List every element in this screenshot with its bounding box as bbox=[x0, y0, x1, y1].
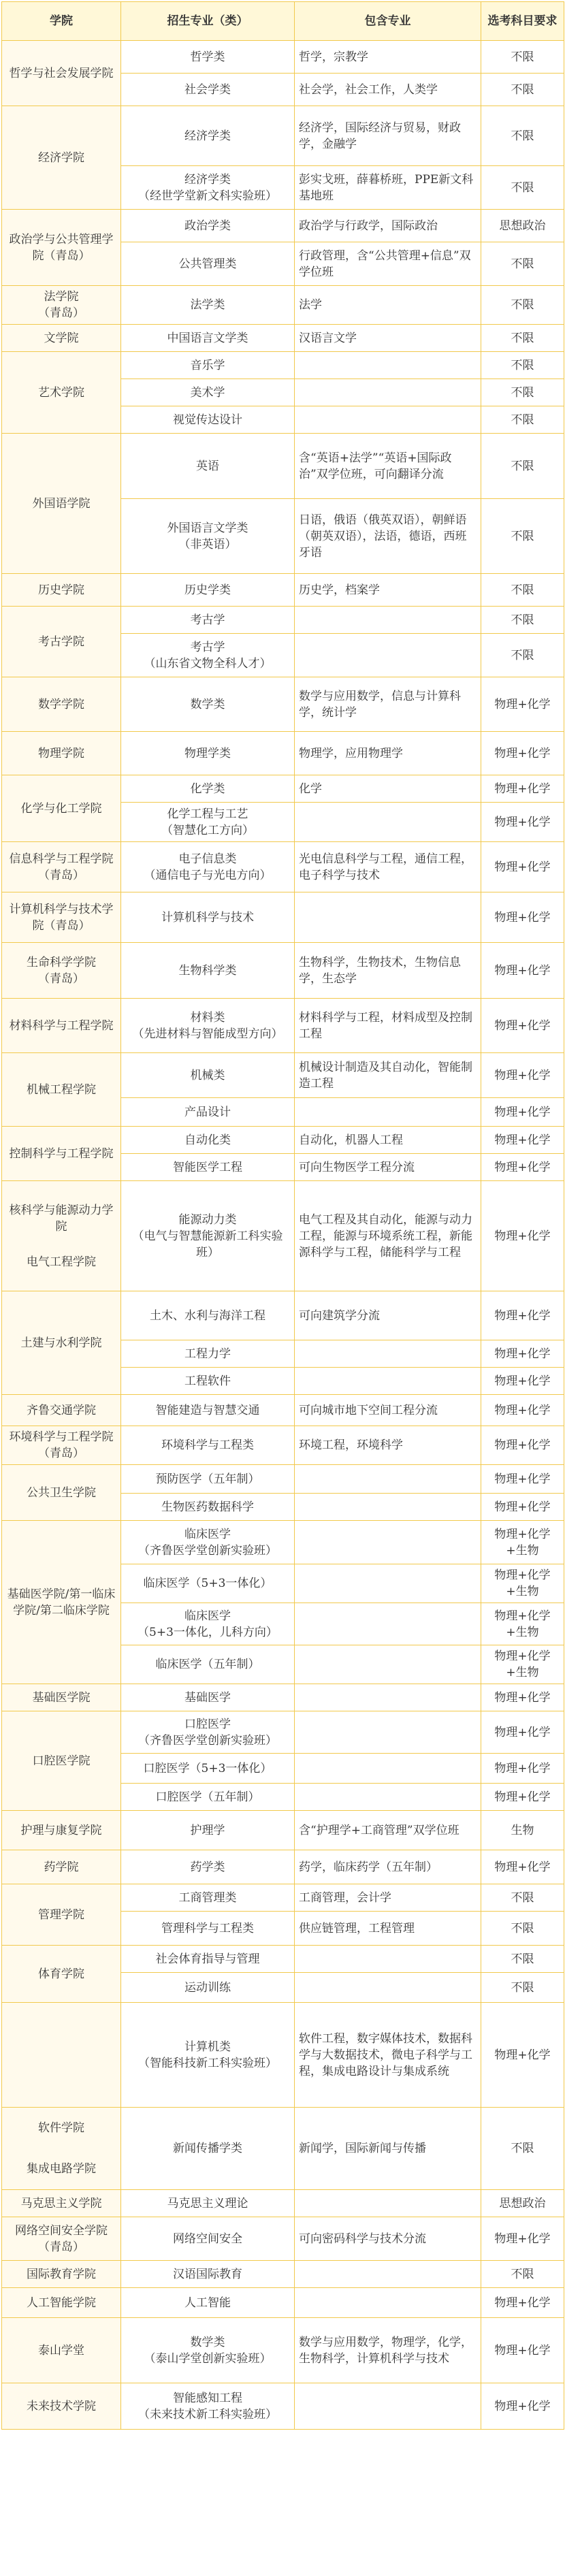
major-category-cell: 工商管理类 bbox=[121, 1884, 295, 1912]
included-majors-cell: 化学 bbox=[295, 775, 481, 803]
included-majors-cell bbox=[295, 1521, 481, 1564]
header-major-category: 招生专业（类） bbox=[121, 2, 295, 41]
school-cell: 材料科学与工程学院 bbox=[2, 999, 121, 1053]
school-cell: 基础医学院 bbox=[2, 1684, 121, 1711]
major-category-cell: 基础医学 bbox=[121, 1684, 295, 1711]
subject-requirement-cell: 物理+化学 bbox=[481, 842, 564, 892]
major-category-cell: 临床医学（5+3一体化） bbox=[121, 1564, 295, 1603]
subject-requirement-cell: 物理+化学 bbox=[481, 943, 564, 999]
subject-requirement-cell: 不限 bbox=[481, 286, 564, 325]
subject-requirement-cell: 物理+化学 bbox=[481, 677, 564, 732]
included-majors-cell: 机械设计制造及其自动化，智能制造工程 bbox=[295, 1053, 481, 1098]
school-cell: 公共卫生学院 bbox=[2, 1465, 121, 1521]
major-category-cell: 网络空间安全 bbox=[121, 2217, 295, 2261]
subject-requirement-cell: 不限 bbox=[481, 574, 564, 607]
included-majors-cell: 药学，临床药学（五年制） bbox=[295, 1850, 481, 1884]
included-majors-cell: 新闻学，国际新闻与传播 bbox=[295, 2108, 481, 2190]
subject-requirement-cell: 不限 bbox=[481, 1912, 564, 1946]
subject-requirement-cell: 物理+化学 bbox=[481, 999, 564, 1053]
table-row bbox=[2, 1181, 564, 1291]
major-category-cell: 人工智能 bbox=[121, 2288, 295, 2318]
included-majors-cell: 物理学，应用物理学 bbox=[295, 732, 481, 775]
school-cell: 法学院 （青岛） bbox=[2, 286, 121, 325]
school-cell: 口腔医学院 bbox=[2, 1711, 121, 1811]
included-majors-cell: 可向生物医学工程分流 bbox=[295, 1154, 481, 1181]
major-category-cell: 考古学 （山东省文物全科人才） bbox=[121, 634, 295, 677]
school-cell: 考古学院 bbox=[2, 607, 121, 677]
included-majors-cell bbox=[295, 1494, 481, 1521]
subject-requirement-cell: 物理+化学 bbox=[481, 732, 564, 775]
subject-requirement-cell: 物理+化学 bbox=[481, 2288, 564, 2318]
school-cell: 护理与康复学院 bbox=[2, 1811, 121, 1850]
included-majors-cell: 历史学，档案学 bbox=[295, 574, 481, 607]
included-majors-cell: 数学与应用数学，物理学，化学，生物科学，计算机科学与技术 bbox=[295, 2318, 481, 2383]
major-category-cell: 社会体育指导与管理 bbox=[121, 1946, 295, 1973]
included-majors-cell: 光电信息科学与工程，通信工程，电子科学与技术 bbox=[295, 842, 481, 892]
subject-requirement-cell: 物理+化学+生物 bbox=[481, 1645, 564, 1684]
included-majors-cell: 哲学，宗教学 bbox=[295, 41, 481, 74]
major-category-cell: 历史学类 bbox=[121, 574, 295, 607]
subject-requirement-cell: 物理+化学 bbox=[481, 1154, 564, 1181]
school-cell: 外国语学院 bbox=[2, 434, 121, 574]
table-row bbox=[2, 943, 564, 999]
school-cell: 政治学与公共管理学院（青岛） bbox=[2, 210, 121, 286]
included-majors-cell bbox=[295, 607, 481, 634]
included-majors-cell bbox=[295, 2288, 481, 2318]
major-category-cell: 考古学 bbox=[121, 607, 295, 634]
subject-requirement-cell: 不限 bbox=[481, 41, 564, 74]
included-majors-cell bbox=[295, 1784, 481, 1811]
major-category-cell: 经济学类 （经世学堂新文科实验班） bbox=[121, 166, 295, 210]
table-row bbox=[2, 732, 564, 775]
table-row bbox=[2, 1884, 564, 1912]
included-majors-cell bbox=[295, 634, 481, 677]
table-row bbox=[2, 325, 564, 352]
subject-requirement-cell: 不限 bbox=[481, 1884, 564, 1912]
table-row bbox=[2, 2190, 564, 2217]
included-majors-cell bbox=[295, 352, 481, 379]
table-row bbox=[2, 1395, 564, 1426]
table-row bbox=[2, 2003, 564, 2108]
school-cell: 网络空间安全学院（青岛） bbox=[2, 2217, 121, 2261]
school-cell: 机械工程学院 bbox=[2, 1053, 121, 1127]
included-majors-cell bbox=[295, 1465, 481, 1494]
table-row bbox=[2, 434, 564, 499]
table-row bbox=[2, 286, 564, 325]
major-category-cell: 产品设计 bbox=[121, 1098, 295, 1127]
subject-requirement-cell: 物理+化学 bbox=[481, 1711, 564, 1754]
table-row bbox=[2, 677, 564, 732]
subject-requirement-cell: 物理+化学 bbox=[481, 1684, 564, 1711]
school-cell: 历史学院 bbox=[2, 574, 121, 607]
school-cell: 化学与化工学院 bbox=[2, 775, 121, 842]
included-majors-cell: 环境工程，环境科学 bbox=[295, 1426, 481, 1465]
table-row bbox=[2, 1850, 564, 1884]
major-category-cell: 社会学类 bbox=[121, 74, 295, 106]
major-category-cell: 机械类 bbox=[121, 1053, 295, 1098]
subject-requirement-cell: 不限 bbox=[481, 2108, 564, 2190]
included-majors-cell: 生物科学，生物技术，生物信息学，生态学 bbox=[295, 943, 481, 999]
major-category-cell: 临床医学 （齐鲁医学堂创新实验班） bbox=[121, 1521, 295, 1564]
subject-requirement-cell: 物理+化学 bbox=[481, 2217, 564, 2261]
major-category-cell: 汉语国际教育 bbox=[121, 2261, 295, 2288]
included-majors-cell: 日语，俄语（俄英双语），朝鲜语（朝英双语），法语，德语，西班牙语 bbox=[295, 499, 481, 574]
major-category-cell: 物理学类 bbox=[121, 732, 295, 775]
table-row bbox=[2, 2383, 564, 2430]
major-category-cell: 美术学 bbox=[121, 379, 295, 406]
subject-requirement-cell: 不限 bbox=[481, 106, 564, 166]
major-category-cell: 口腔医学（5+3一体化） bbox=[121, 1754, 295, 1784]
major-category-cell: 口腔医学 （齐鲁医学堂创新实验班） bbox=[121, 1711, 295, 1754]
subject-requirement-cell: 物理+化学+生物 bbox=[481, 1564, 564, 1603]
major-category-cell: 药学类 bbox=[121, 1850, 295, 1884]
subject-requirement-cell: 不限 bbox=[481, 1973, 564, 2003]
major-category-cell: 计算机类 （智能科技新工科实验班） bbox=[121, 2003, 295, 2108]
subject-requirement-cell: 不限 bbox=[481, 607, 564, 634]
school-cell: 国际教育学院 bbox=[2, 2261, 121, 2288]
school-cell: 哲学与社会发展学院 bbox=[2, 41, 121, 106]
major-category-cell: 数学类 （泰山学堂创新实验班） bbox=[121, 2318, 295, 2383]
school-cell: 未来技术学院 bbox=[2, 2383, 121, 2430]
subject-requirement-cell: 物理+化学 bbox=[481, 2003, 564, 2108]
major-category-cell: 临床医学（五年制） bbox=[121, 1645, 295, 1684]
major-category-cell: 智能建造与智慧交通 bbox=[121, 1395, 295, 1426]
school-cell: 人工智能学院 bbox=[2, 2288, 121, 2318]
subject-requirement-cell: 物理+化学 bbox=[481, 1426, 564, 1465]
table-row bbox=[2, 1521, 564, 1564]
table-row bbox=[2, 2217, 564, 2261]
major-category-cell: 化学类 bbox=[121, 775, 295, 803]
school-name: 软件学院 bbox=[38, 2121, 84, 2135]
major-category-cell: 外国语言文学类 （非英语） bbox=[121, 499, 295, 574]
included-majors-cell bbox=[295, 1711, 481, 1754]
school-cell: 文学院 bbox=[2, 325, 121, 352]
table-row bbox=[2, 1711, 564, 1754]
major-category-cell: 数学类 bbox=[121, 677, 295, 732]
included-majors-cell bbox=[295, 2383, 481, 2430]
table-row bbox=[2, 1127, 564, 1154]
school-cell: 经济学院 bbox=[2, 106, 121, 210]
table-row bbox=[2, 574, 564, 607]
school-cell: 控制科学与工程学院 bbox=[2, 1127, 121, 1181]
major-category-cell: 运动训练 bbox=[121, 1973, 295, 2003]
subject-requirement-cell: 物理+化学 bbox=[481, 1340, 564, 1368]
school-cell: 体育学院 bbox=[2, 1946, 121, 2003]
major-category-cell: 视觉传达设计 bbox=[121, 406, 295, 434]
included-majors-cell bbox=[295, 1368, 481, 1395]
subject-requirement-cell: 物理+化学 bbox=[481, 1395, 564, 1426]
subject-requirement-cell: 不限 bbox=[481, 242, 564, 286]
included-majors-cell: 行政管理，含“公共管理+信息”双学位班 bbox=[295, 242, 481, 286]
subject-requirement-cell: 不限 bbox=[481, 1946, 564, 1973]
included-majors-cell: 工商管理，会计学 bbox=[295, 1884, 481, 1912]
included-majors-cell: 含“护理学+工商管理”双学位班 bbox=[295, 1811, 481, 1850]
school-cell: 泰山学堂 bbox=[2, 2318, 121, 2383]
included-majors-cell bbox=[295, 1564, 481, 1603]
major-category-cell: 哲学类 bbox=[121, 41, 295, 74]
included-majors-cell: 电气工程及其自动化，能源与动力工程，能源与环境系统工程，新能源科学与工程，储能科学与工程 bbox=[295, 1181, 481, 1291]
major-category-cell: 生物医药数据科学 bbox=[121, 1494, 295, 1521]
subject-requirement-cell: 不限 bbox=[481, 379, 564, 406]
table-row bbox=[2, 2108, 564, 2190]
included-majors-cell: 材料科学与工程，材料成型及控制工程 bbox=[295, 999, 481, 1053]
subject-requirement-cell: 物理+化学 bbox=[481, 1181, 564, 1291]
major-category-cell: 预防医学（五年制） bbox=[121, 1465, 295, 1494]
subject-requirement-cell: 物理+化学 bbox=[481, 1098, 564, 1127]
major-category-cell: 智能医学工程 bbox=[121, 1154, 295, 1181]
subject-requirement-cell: 不限 bbox=[481, 634, 564, 677]
table-header-row bbox=[2, 2, 564, 41]
subject-requirement-cell: 物理+化学 bbox=[481, 1754, 564, 1784]
subject-requirement-cell: 不限 bbox=[481, 499, 564, 574]
major-category-cell: 英语 bbox=[121, 434, 295, 499]
subject-requirement-cell: 物理+化学 bbox=[481, 1784, 564, 1811]
school-cell: 基础医学院/第一临床学院/第二临床学院 bbox=[2, 1521, 121, 1684]
subject-requirement-cell: 物理+化学 bbox=[481, 892, 564, 943]
major-category-cell: 智能感知工程 （未来技术新工科实验班） bbox=[121, 2383, 295, 2430]
major-category-cell: 政治学类 bbox=[121, 210, 295, 242]
included-majors-cell bbox=[295, 2261, 481, 2288]
table-row bbox=[2, 1946, 564, 1973]
subject-requirement-cell: 不限 bbox=[481, 2261, 564, 2288]
subject-requirement-cell: 物理+化学+生物 bbox=[481, 1603, 564, 1645]
included-majors-cell bbox=[295, 406, 481, 434]
header-subject-requirement: 选考科目要求 bbox=[481, 2, 564, 41]
subject-requirement-cell: 物理+化学 bbox=[481, 1465, 564, 1494]
included-majors-cell: 政治学与行政学，国际政治 bbox=[295, 210, 481, 242]
subject-requirement-cell: 物理+化学+生物 bbox=[481, 1521, 564, 1564]
table-row bbox=[2, 2288, 564, 2318]
school-cell: 管理学院 bbox=[2, 1884, 121, 1946]
subject-requirement-cell: 物理+化学 bbox=[481, 1494, 564, 1521]
major-category-cell: 环境科学与工程类 bbox=[121, 1426, 295, 1465]
included-majors-cell: 可向密码科学与技术分流 bbox=[295, 2217, 481, 2261]
subject-requirement-cell: 物理+化学 bbox=[481, 2318, 564, 2383]
subject-requirement-cell: 生物 bbox=[481, 1811, 564, 1850]
major-category-cell: 马克思主义理论 bbox=[121, 2190, 295, 2217]
included-majors-cell bbox=[295, 2190, 481, 2217]
included-majors-cell: 汉语言文学 bbox=[295, 325, 481, 352]
included-majors-cell: 可向建筑学分流 bbox=[295, 1291, 481, 1340]
major-category-cell: 经济学类 bbox=[121, 106, 295, 166]
table-body bbox=[2, 41, 564, 2430]
table-row bbox=[2, 892, 564, 943]
subject-requirement-cell: 物理+化学 bbox=[481, 1850, 564, 1884]
included-majors-cell bbox=[295, 1098, 481, 1127]
table-row bbox=[2, 999, 564, 1053]
table-row bbox=[2, 210, 564, 242]
major-category-cell: 法学类 bbox=[121, 286, 295, 325]
included-majors-cell: 数学与应用数学，信息与计算科学，统计学 bbox=[295, 677, 481, 732]
major-category-cell: 生物科学类 bbox=[121, 943, 295, 999]
table-row bbox=[2, 106, 564, 166]
major-category-cell: 临床医学 （5+3一体化，儿科方向） bbox=[121, 1603, 295, 1645]
table-row bbox=[2, 1426, 564, 1465]
included-majors-cell bbox=[295, 379, 481, 406]
header-school: 学院 bbox=[2, 2, 121, 41]
school-cell bbox=[2, 2003, 121, 2108]
included-majors-cell: 含“英语+法学”“英语+国际政治”双学位班，可向翻译分流 bbox=[295, 434, 481, 499]
school-cell: 马克思主义学院 bbox=[2, 2190, 121, 2217]
table-row bbox=[2, 2318, 564, 2383]
subject-requirement-cell: 思想政治 bbox=[481, 2190, 564, 2217]
included-majors-cell bbox=[295, 803, 481, 842]
table-row bbox=[2, 775, 564, 803]
school-cell: 数学学院 bbox=[2, 677, 121, 732]
included-majors-cell: 可向城市地下空间工程分流 bbox=[295, 1395, 481, 1426]
subject-requirement-cell: 不限 bbox=[481, 74, 564, 106]
major-category-cell: 能源动力类 （电气与智慧能源新工科实验班） bbox=[121, 1181, 295, 1291]
table-row bbox=[2, 41, 564, 74]
major-category-cell: 自动化类 bbox=[121, 1127, 295, 1154]
included-majors-cell bbox=[295, 1754, 481, 1784]
table-row bbox=[2, 1684, 564, 1711]
included-majors-cell bbox=[295, 1946, 481, 1973]
subject-requirement-cell: 不限 bbox=[481, 166, 564, 210]
included-majors-cell bbox=[295, 1603, 481, 1645]
subject-requirement-cell: 物理+化学 bbox=[481, 1127, 564, 1154]
major-category-cell: 音乐学 bbox=[121, 352, 295, 379]
included-majors-cell: 彭实戈班，薛暮桥班，PPE新文科基地班 bbox=[295, 166, 481, 210]
school-cell: 生命科学学院 （青岛） bbox=[2, 943, 121, 999]
included-majors-cell: 法学 bbox=[295, 286, 481, 325]
table-row bbox=[2, 352, 564, 379]
school-name: 集成电路学院 bbox=[27, 2162, 96, 2176]
major-category-cell: 电子信息类 （通信电子与光电方向） bbox=[121, 842, 295, 892]
school-cell bbox=[2, 2108, 121, 2190]
school-cell: 土建与水利学院 bbox=[2, 1291, 121, 1395]
table-row bbox=[2, 842, 564, 892]
school-name: 电气工程学院 bbox=[27, 1255, 96, 1269]
school-cell: 环境科学与工程学院（青岛） bbox=[2, 1426, 121, 1465]
subject-requirement-cell: 不限 bbox=[481, 352, 564, 379]
school-cell: 物理学院 bbox=[2, 732, 121, 775]
subject-requirement-cell: 物理+化学 bbox=[481, 803, 564, 842]
major-category-cell: 公共管理类 bbox=[121, 242, 295, 286]
included-majors-cell bbox=[295, 892, 481, 943]
included-majors-cell bbox=[295, 1645, 481, 1684]
subject-requirement-cell: 思想政治 bbox=[481, 210, 564, 242]
included-majors-cell: 软件工程，数字媒体技术，数据科学与大数据技术，微电子科学与工程，集成电路设计与集成系统 bbox=[295, 2003, 481, 2108]
major-category-cell: 护理学 bbox=[121, 1811, 295, 1850]
included-majors-cell bbox=[295, 1684, 481, 1711]
subject-requirement-cell: 物理+化学 bbox=[481, 2383, 564, 2430]
major-category-cell: 口腔医学（五年制） bbox=[121, 1784, 295, 1811]
subject-requirement-cell: 不限 bbox=[481, 325, 564, 352]
subject-requirement-cell: 物理+化学 bbox=[481, 775, 564, 803]
major-category-cell: 土木、水利与海洋工程 bbox=[121, 1291, 295, 1340]
school-cell: 艺术学院 bbox=[2, 352, 121, 434]
school-name: 核科学与能源动力学院 bbox=[9, 1203, 114, 1234]
included-majors-cell: 供应链管理，工程管理 bbox=[295, 1912, 481, 1946]
subject-requirement-cell: 物理+化学 bbox=[481, 1368, 564, 1395]
included-majors-cell: 社会学，社会工作，人类学 bbox=[295, 74, 481, 106]
table-row bbox=[2, 1053, 564, 1098]
school-cell: 信息科学与工程学院（青岛） bbox=[2, 842, 121, 892]
included-majors-cell bbox=[295, 1340, 481, 1368]
subject-requirement-cell: 不限 bbox=[481, 434, 564, 499]
admission-table bbox=[1, 1, 564, 2430]
subject-requirement-cell: 不限 bbox=[481, 406, 564, 434]
subject-requirement-cell: 物理+化学 bbox=[481, 1291, 564, 1340]
table-row bbox=[2, 1465, 564, 1494]
subject-requirement-cell: 物理+化学 bbox=[481, 1053, 564, 1098]
included-majors-cell: 经济学，国际经济与贸易，财政学，金融学 bbox=[295, 106, 481, 166]
major-category-cell: 工程软件 bbox=[121, 1368, 295, 1395]
school-cell: 计算机科学与技术学院（青岛） bbox=[2, 892, 121, 943]
table-row bbox=[2, 1811, 564, 1850]
table-row bbox=[2, 607, 564, 634]
major-category-cell: 材料类 （先进材料与智能成型方向） bbox=[121, 999, 295, 1053]
school-cell bbox=[2, 1181, 121, 1291]
major-category-cell: 工程力学 bbox=[121, 1340, 295, 1368]
major-category-cell: 新闻传播学类 bbox=[121, 2108, 295, 2190]
table-row bbox=[2, 1291, 564, 1340]
school-cell: 齐鲁交通学院 bbox=[2, 1395, 121, 1426]
table-row bbox=[2, 2261, 564, 2288]
header-included-majors: 包含专业 bbox=[295, 2, 481, 41]
school-cell: 药学院 bbox=[2, 1850, 121, 1884]
major-category-cell: 计算机科学与技术 bbox=[121, 892, 295, 943]
major-category-cell: 化学工程与工艺 （智慧化工方向） bbox=[121, 803, 295, 842]
included-majors-cell bbox=[295, 1973, 481, 2003]
included-majors-cell: 自动化，机器人工程 bbox=[295, 1127, 481, 1154]
major-category-cell: 中国语言文学类 bbox=[121, 325, 295, 352]
major-category-cell: 管理科学与工程类 bbox=[121, 1912, 295, 1946]
